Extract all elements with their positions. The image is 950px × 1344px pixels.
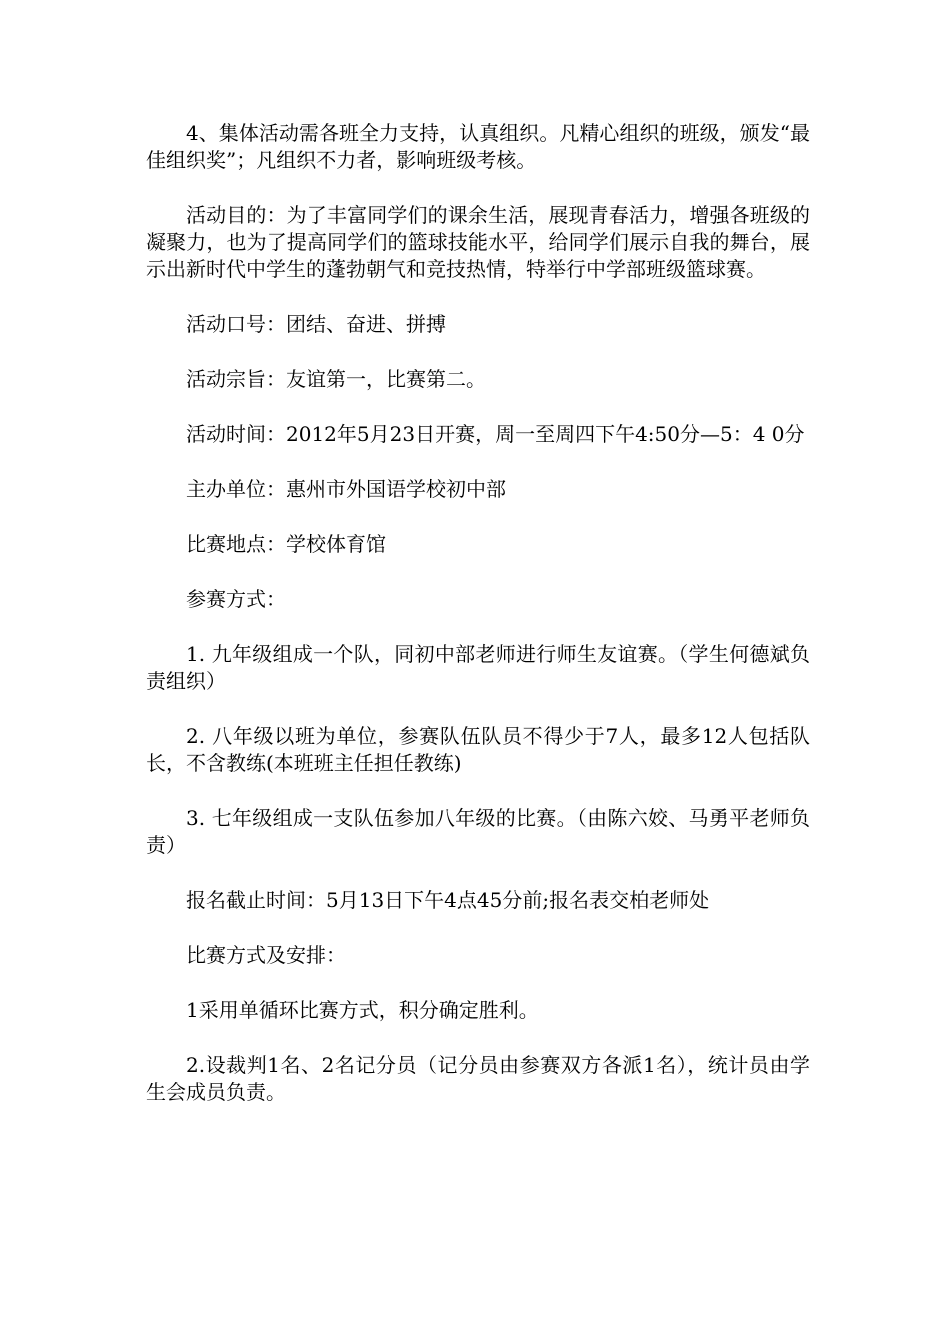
paragraph-registration-deadline: 报名截止时间：5月13日下午4点45分前;报名表交柏老师处: [186, 888, 710, 912]
paragraph-participation-grade-7: 3. 七年级组成一支队伍参加八年级的比赛。（由陈六姣、马勇平老师负责）: [146, 806, 810, 857]
paragraph-format-round-robin: 1采用单循环比赛方式，积分确定胜利。: [186, 998, 539, 1022]
paragraph-activity-tenet: 活动宗旨：友谊第一，比赛第二。: [186, 367, 486, 391]
paragraph-activity-slogan: 活动口号：团结、奋进、拼搏: [186, 312, 446, 336]
paragraph-participation-grade-8: 2. 八年级以班为单位，参赛队伍队员不得少于7人，最多12人包括队长，不含教练(本班班主任担任教练): [146, 724, 810, 775]
paragraph-activity-time: 活动时间：2012年5月23日开赛，周一至周四下午4:50分—5：4 0分: [186, 422, 805, 446]
document-page: [146, 120, 810, 1134]
paragraph-venue: 比赛地点：学校体育馆: [186, 532, 386, 556]
paragraph-participation-grade-9: 1. 九年级组成一个队，同初中部老师进行师生友谊赛。（学生何德斌负责组织）: [146, 642, 810, 693]
paragraph-organization-award: 4、集体活动需各班全力支持，认真组织。凡精心组织的班级，颁发“最佳组织奖”；凡组织不力者，影响班级考核。: [146, 121, 810, 172]
paragraph-format-heading: 比赛方式及安排：: [186, 943, 346, 967]
paragraph-organizer: 主办单位：惠州市外国语学校初中部: [186, 477, 506, 501]
paragraph-format-officials: 2.设裁判1名、2名记分员（记分员由参赛双方各派1名），统计员由学生会成员负责。: [146, 1053, 810, 1104]
paragraph-participation-heading: 参赛方式：: [186, 587, 286, 611]
paragraph-activity-purpose: 活动目的：为了丰富同学们的课余生活，展现青春活力，增强各班级的凝聚力，也为了提高同学们的篮球技能水平，给同学们展示自我的舞台，展示出新时代中学生的蓬勃朝气和竞技热情，特举行中学部班级篮球赛。: [146, 203, 810, 281]
